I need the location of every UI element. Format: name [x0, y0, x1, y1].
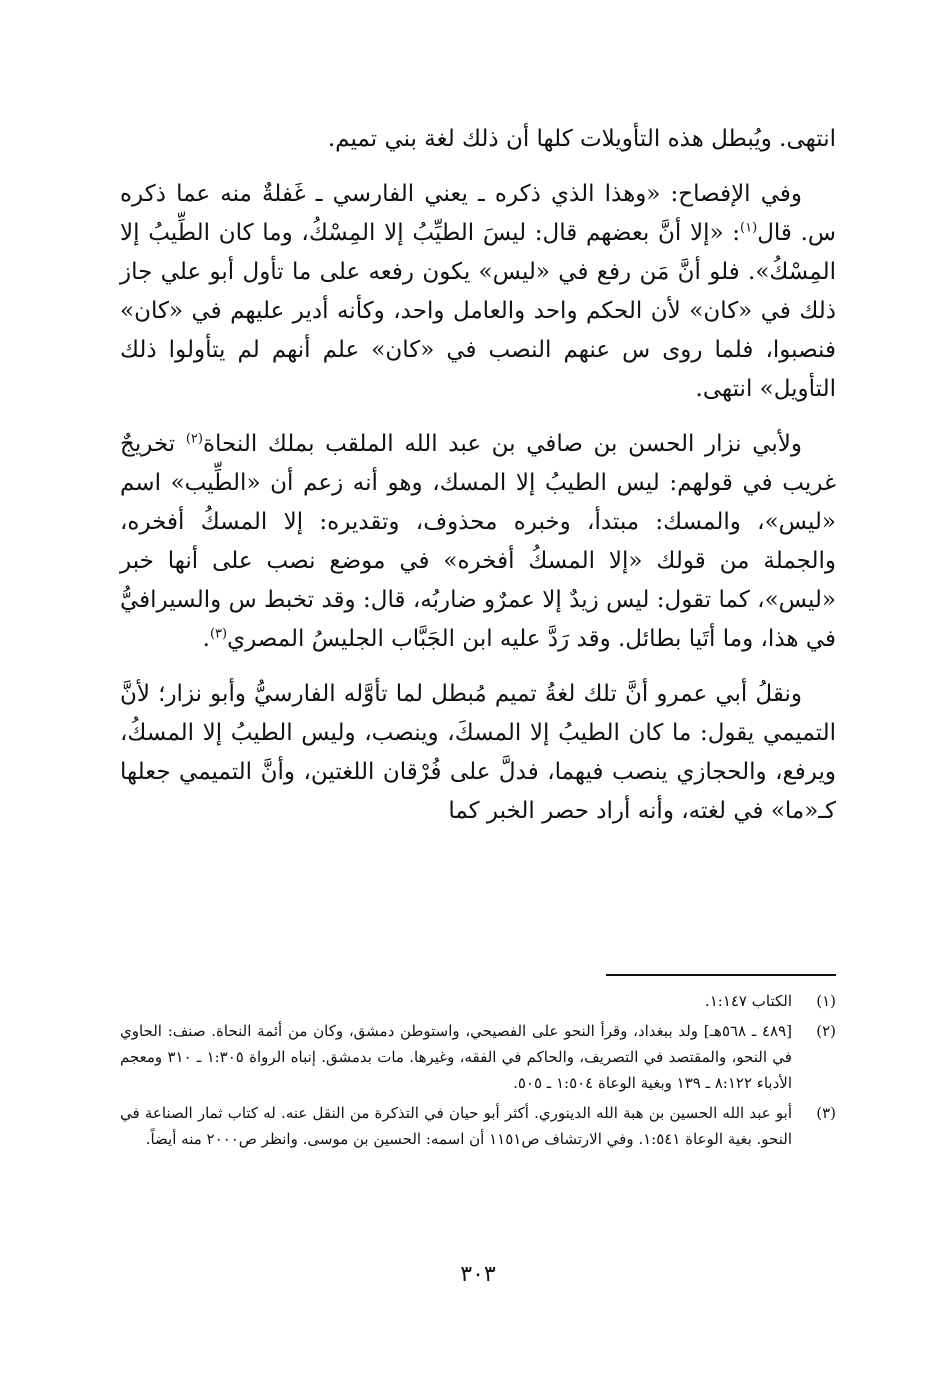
footnote-text: الكتاب ١:١٤٧.	[704, 992, 792, 1010]
footnotes	[120, 988, 836, 1156]
paragraph-3-text-a: ولأبي نزار الحسن بن صافي بن عبد الله الملقب بملك النحاة	[202, 431, 803, 457]
footnote-1	[120, 988, 836, 1014]
paragraph-3-end: .	[202, 626, 210, 652]
book-page	[120, 120, 836, 1287]
footnote-ref-2[interactable]: (٢)	[185, 431, 203, 447]
footnote-3	[120, 1100, 836, 1152]
paragraph-2-text-b: : «إلا أنَّ بعضهم قال: ليسَ الطيِّبُ إلا المِسْكُ، وما كان الطِّيبُ إلا المِسْكُ». فلو أنَّ مَن رفع في «ليس» يكون رفعه على ما تأول أبو علي جاز ذلك في «كان» لأن الحكم واحد والعامل واحد، وكأنه أدير عليهم في «كان» فنصبوا، فلما روى س عنهم النصب في «كان» علم أنهم لم يتأولوا ذلك التأويل» انتهى.	[120, 220, 836, 402]
footnote-number: (٢)	[816, 1022, 836, 1040]
footnote-ref-1[interactable]: (١)	[740, 220, 758, 236]
paragraph-1	[120, 120, 836, 159]
paragraph-4	[120, 675, 836, 831]
footnote-number: (٣)	[816, 1104, 836, 1122]
footnote-text: أبو عبد الله الحسين بن هبة الله الدينوري. أكثر أبو حيان في التذكرة من النقل عنه. له كتاب ثمار الصناعة في النحو. بغية الوعاة ١:٥٤١. وفي الارتشاف ص١١٥١ أن اسمه: الحسين بن موسى. وانظر ص٢٠٠٠ منه أيضاً.	[120, 1104, 792, 1148]
paragraph-2	[120, 175, 836, 409]
paragraph-2-text-a: وفي الإفصاح: «وهذا الذي ذكره ـ يعني الفارسي ـ غَفلةٌ منه عما ذكره س. قال	[120, 181, 836, 246]
paragraph-3	[120, 425, 836, 659]
footnote-divider	[606, 974, 836, 976]
footnote-number: (١)	[816, 992, 836, 1010]
footnote-text: [٤٨٩ ـ ٥٦٨هـ] ولد ببغداد، وقرأ النحو على الفصيحي، واستوطن دمشق، وكان من أئمة النحاة. صنف: الحاوي في النحو، والمقتصد في التصريف، والحاكم في الفقه، وغيرها. مات بدمشق. إنباه الرواة ١:٣٠٥ ـ ٣١٠ ومعجم الأدباء ٨:١٢٢ ـ ١٣٩ وبغية الوعاة ١:٥٠٤ ـ ٥٠٥.	[120, 1022, 792, 1092]
paragraph-3-text-b: تخريجٌ غريب في قولهم: ليس الطيبُ إلا المسك، وهو أنه زعم أن «الطِّيب» اسم «ليس»، والمسك: مبتدأ، وخبره محذوف، وتقديره: إلا المسكُ أفخره، والجملة من قولك «إلا المسكُ أفخره» في موضع نصب على أنها خبر «ليس»، كما تقول: ليس زيدٌ إلا عمرٌو ضاربُه، قال: وقد تخبط س والسيرافيُّ في هذا، وما أتَيا بطائل. وقد رَدَّ عليه ابن الجَبَّاب الجليسُ المصري	[120, 431, 836, 652]
footnote-ref-3[interactable]: (٣)	[209, 626, 228, 642]
footnote-2	[120, 1018, 836, 1096]
paragraph-4-text: ونقلُ أبي عمرو أنَّ تلك لغةُ تميم مُبطل لما تأوَّله الفارسيُّ وأبو نزار؛ لأنَّ التميمي يقول: ما كان الطيبُ إلا المسكَ، وينصب، وليس الطيبُ إلا المسكُ، ويرفع، والحجازي ينصب فيهما، فدلَّ على فُرْقان اللغتين، وأنَّ التميمي جعلها كـ«ما» في لغته، وأنه أراد حصر الخبر كما	[120, 681, 836, 824]
paragraph-1-text: انتهى. ويُبطل هذه التأويلات كلها أن ذلك لغة بني تميم.	[327, 126, 836, 152]
page-number: ٣٠٣	[460, 1262, 496, 1287]
